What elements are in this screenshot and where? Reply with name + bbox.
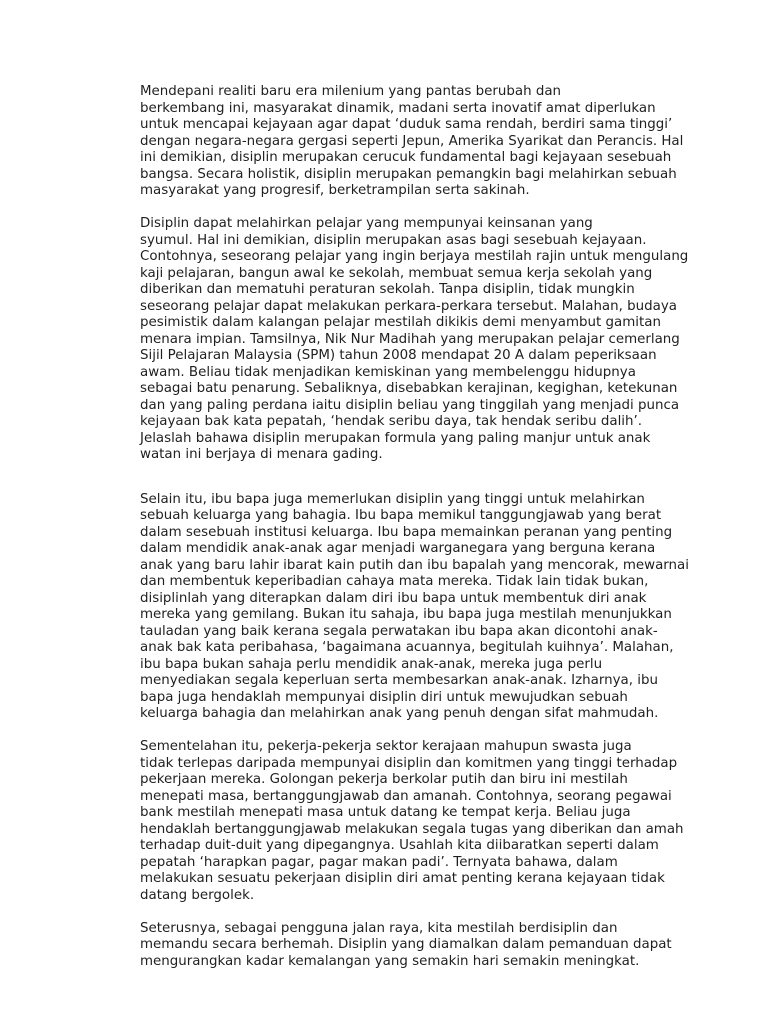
paragraph-gap xyxy=(93,200,693,217)
text-line: Seterusnya, sebagai pengguna jalan raya, kita mestilah berdisiplin dan xyxy=(140,920,618,936)
text-line: dengan negara-negara gergasi seperti Jepun, Amerika Syarikat dan Perancis. Hal xyxy=(140,133,684,149)
text-line: syumul. Hal ini demikian, disiplin merupakan asas bagi sesebuah kejayaan. xyxy=(140,232,647,248)
paragraph-4 xyxy=(93,739,693,904)
text-line: keluarga bahagia dan melahirkan anak yang penuh dengan sifat mahmudah. xyxy=(140,706,659,721)
text-line: dalam sesebuah institusi keluarga. Ibu bapa memainkan peranan yang penting xyxy=(140,524,673,540)
paragraph-2 xyxy=(93,216,693,464)
text-line: mereka yang gemilang. Bukan itu sahaja, ibu bapa juga mestilah menunjukkan xyxy=(140,607,672,622)
text-line: Jelaslah bahawa disiplin merupakan formula yang paling manjur untuk anak xyxy=(140,430,651,446)
text-line: Mendepani realiti baru era milenium yang pantas berubah dan xyxy=(140,84,562,99)
text-line: berkembang ini, masyarakat dinamik, madani serta inovatif amat diperlukan xyxy=(140,100,656,116)
text-line: bank mestilah menepati masa untuk datang ke tempat kerja. Beliau juga xyxy=(140,805,631,820)
text-line: tauladan yang baik kerana segala perwatakan ibu bapa akan dicontohi anak- xyxy=(140,623,658,639)
paragraph-3 xyxy=(93,492,693,723)
text-line: Selain itu, ibu bapa juga memerlukan disiplin yang tinggi untuk melahirkan xyxy=(140,491,645,507)
paragraph-5 xyxy=(93,921,693,971)
paragraph-gap xyxy=(93,723,693,740)
text-line: terhadap duit-duit yang dipegangnya. Usahlah kita diibaratkan seperti dalam xyxy=(140,838,659,853)
text-line: anak yang baru lahir ibarat kain putih dan ibu bapalah yang mencorak, mewarnai xyxy=(140,557,689,573)
text-line: kejayaan bak kata pepatah, ‘hendak seribu daya, tak hendak seribu dalih’. xyxy=(140,414,643,429)
essay-document xyxy=(93,84,693,970)
text-line: dalam mendidik anak-anak agar menjadi warganegara yang berguna kerana xyxy=(140,541,656,556)
text-line: memandu secara berhemah. Disiplin yang diamalkan dalam pemanduan dapat xyxy=(140,937,672,952)
text-line: ibu bapa bukan sahaja perlu mendidik anak-anak, mereka juga perlu xyxy=(140,656,603,672)
text-line: Disiplin dapat melahirkan pelajar yang mempunyai keinsanan yang xyxy=(140,216,593,231)
text-line: sebuah keluarga yang bahagia. Ibu bapa memikul tanggungjawab yang berat xyxy=(140,508,662,523)
text-line: sebagai batu penarung. Sebaliknya, disebabkan kerajinan, kegighan, ketekunan xyxy=(140,381,678,396)
text-line: Contohnya, seseorang pelajar yang ingin berjaya mestilah rajin untuk mengulang xyxy=(140,249,689,264)
paragraph-gap xyxy=(93,904,693,921)
text-line: menara impian. Tamsilnya, Nik Nur Madihah yang merupakan pelajar cemerlang xyxy=(140,331,680,347)
text-line: mengurangkan kadar kemalangan yang semakin hari semakin meningkat. xyxy=(140,953,640,969)
text-line: dan membentuk keperibadian cahaya mata mereka. Tidak lain tidak bukan, xyxy=(140,574,649,589)
text-line: datang bergolek. xyxy=(140,887,255,903)
paragraph-1 xyxy=(93,84,693,200)
text-line: Sementelahan itu, pekerja-pekerja sektor kerajaan mahupun swasta juga xyxy=(140,739,632,754)
text-line: ini demikian, disiplin merupakan cerucuk fundamental bagi kejayaan sesebuah xyxy=(140,150,672,165)
text-line: pekerjaan mereka. Golongan pekerja berkolar putih dan biru ini mestilah xyxy=(140,772,628,787)
text-line: menyediakan segala keperluan serta membesarkan anak-anak. Izharnya, ibu xyxy=(140,673,658,688)
text-line: bangsa. Secara holistik, disiplin merupakan pemangkin bagi melahirkan sebuah xyxy=(140,166,677,182)
paragraph-gap xyxy=(93,464,693,492)
text-line: dan yang paling perdana iaitu disiplin beliau yang tinggilah yang menjadi punca xyxy=(140,397,680,413)
text-line: hendaklah bertanggungjawab melakukan segala tugas yang diberikan dan amah xyxy=(140,821,684,837)
text-line: pepatah ‘harapkan pagar, pagar makan padi’. Ternyata bahawa, dalam xyxy=(140,854,618,870)
text-line: disiplinlah yang diterapkan dalam diri ibu bapa untuk membentuk diri anak xyxy=(140,590,647,606)
text-line: anak bak kata peribahasa, ‘bagaimana acuannya, begitulah kuihnya’. Malahan, xyxy=(140,640,674,655)
text-line: watan ini berjaya di menara gading. xyxy=(140,447,383,462)
text-line: diberikan dan mematuhi peraturan sekolah. Tanpa disiplin, tidak mungkin xyxy=(140,282,635,297)
text-line: seseorang pelajar dapat melakukan perkara-perkara tersebut. Malahan, budaya xyxy=(140,298,677,314)
text-line: tidak terlepas daripada mempunyai disiplin dan komitmen yang tinggi terhadap xyxy=(140,755,678,771)
text-line: bapa juga hendaklah mempunyai disiplin diri untuk mewujudkan sebuah xyxy=(140,689,628,705)
text-line: awam. Beliau tidak menjadikan kemiskinan yang membelenggu hidupnya xyxy=(140,364,636,380)
text-line: Sijil Pelajaran Malaysia (SPM) tahun 2008 mendapat 20 A dalam peperiksaan xyxy=(140,348,657,363)
text-line: melakukan sesuatu pekerjaan disiplin diri amat penting kerana kejayaan tidak xyxy=(140,871,665,886)
text-line: untuk mencapai kejayaan agar dapat ‘duduk sama rendah, berdiri sama tinggi’ xyxy=(140,117,673,132)
text-line: masyarakat yang progresif, berketrampilan serta sakinah. xyxy=(140,183,530,198)
text-line: menepati masa, bertanggungjawab dan amanah. Contohnya, seorang pegawai xyxy=(140,788,672,804)
text-line: pesimistik dalam kalangan pelajar mestilah dikikis demi menyambut gamitan xyxy=(140,315,661,330)
text-line: kaji pelajaran, bangun awal ke sekolah, membuat semua kerja sekolah yang xyxy=(140,265,653,281)
